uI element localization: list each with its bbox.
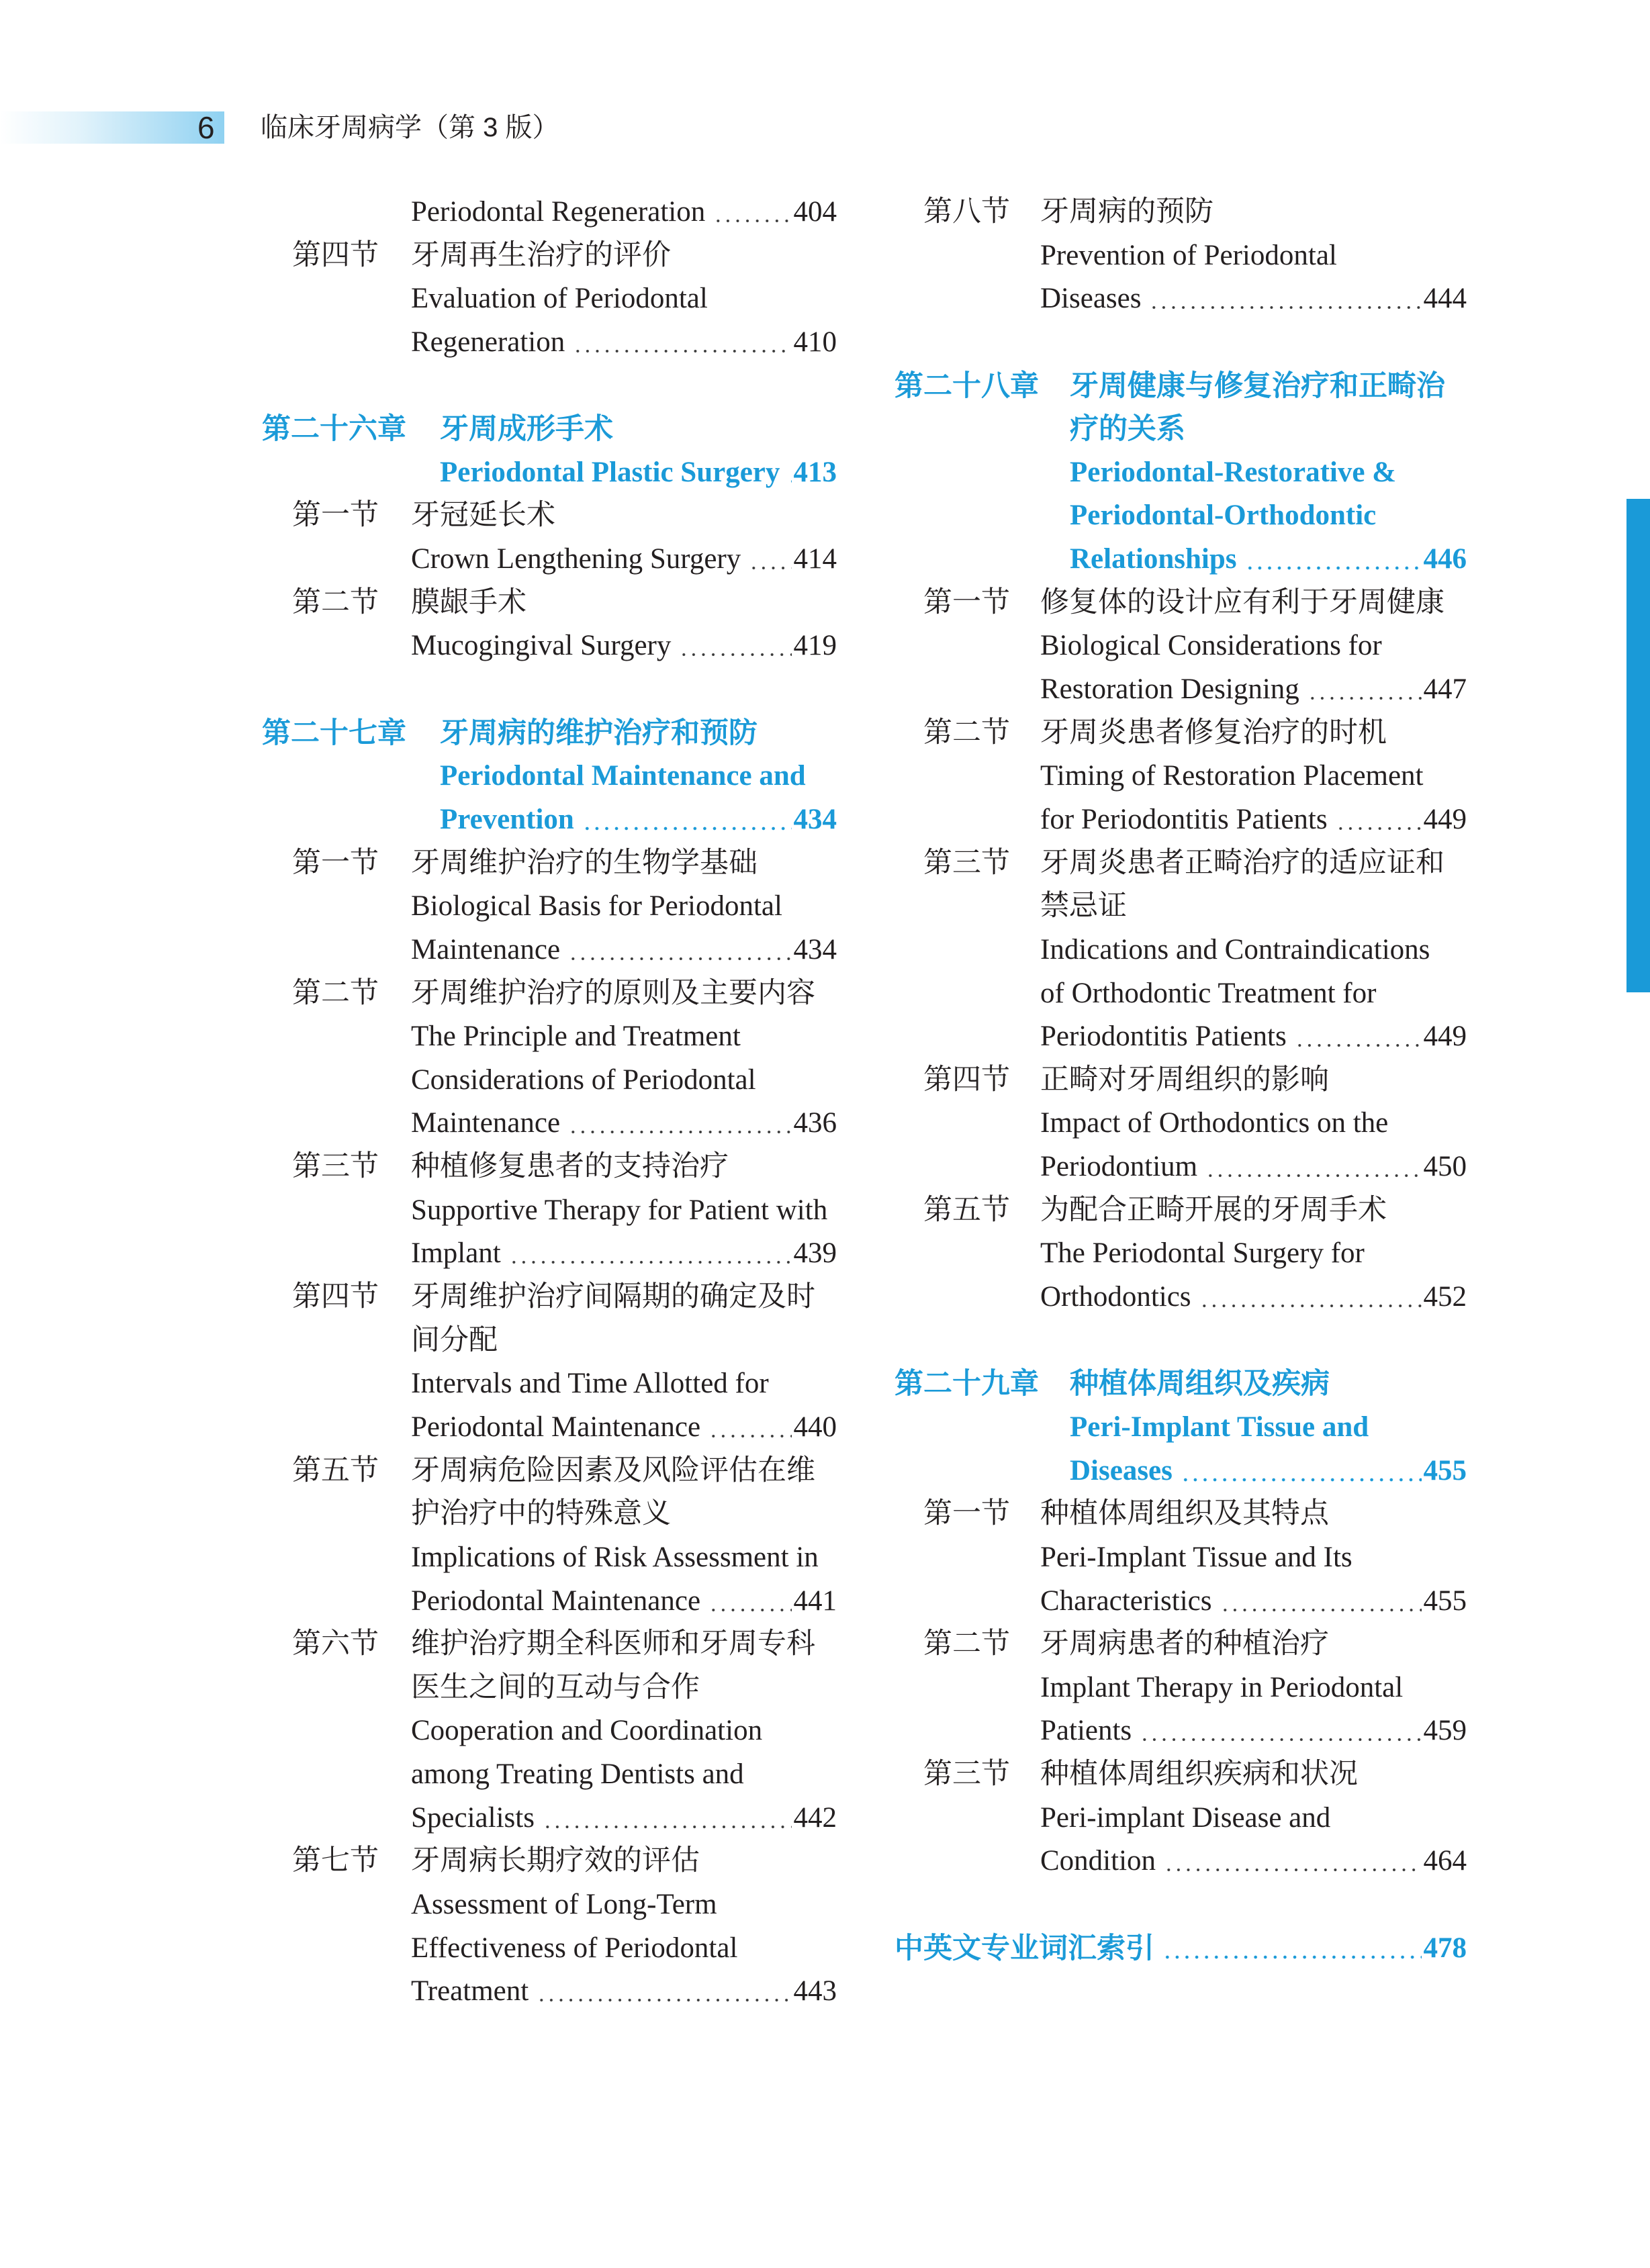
toc-entry-text: Orthodontics — [1040, 1281, 1191, 1313]
dot-leader — [708, 1580, 791, 1623]
toc-section-title: 维护治疗期全科医师和牙周专科 — [411, 1628, 815, 1660]
toc-row — [895, 842, 1467, 886]
toc-section-title: 为配合正畸开展的牙周手术 — [1040, 1194, 1387, 1226]
toc-section-label: 第四节 — [292, 239, 379, 271]
toc-row — [895, 451, 1467, 495]
toc-chapter-title-en: Relationships — [1070, 543, 1237, 575]
toc-right-column — [895, 191, 1467, 1970]
toc-chapter-entry — [440, 451, 837, 495]
dot-leader — [1245, 538, 1422, 581]
dot-leader — [1164, 1840, 1421, 1883]
toc-entry-text: Maintenance — [411, 1107, 561, 1139]
toc-section-title: 种植修复患者的支持治疗 — [411, 1151, 729, 1183]
toc-chapter-title-cont: 疗的关系 — [1070, 413, 1185, 446]
toc-section-label: 第一节 — [923, 586, 1010, 618]
dot-leader — [788, 451, 791, 495]
dot-leader — [1149, 277, 1421, 321]
toc-entry — [1040, 1145, 1467, 1189]
toc-section-title-cont: 间分配 — [411, 1324, 498, 1356]
toc-row — [262, 1232, 837, 1276]
toc-row — [262, 1753, 837, 1797]
toc-row — [262, 929, 837, 972]
toc-row — [262, 1276, 837, 1319]
toc-section-title: 牙周病危险因素及风险评估在维 — [411, 1454, 815, 1486]
toc-entry — [411, 929, 837, 972]
toc-chapter-title-en: Periodontal Maintenance and — [440, 760, 806, 792]
toc-row — [895, 798, 1467, 842]
toc-section-label: 第四节 — [923, 1064, 1010, 1096]
toc-row — [262, 1059, 837, 1102]
toc-left-column — [262, 191, 837, 2014]
toc-row — [895, 1493, 1467, 1536]
toc-entry — [1040, 1709, 1467, 1753]
toc-entry — [411, 321, 837, 365]
toc-entry-text: Periodontal Maintenance — [411, 1411, 701, 1443]
toc-section-title: 种植体周组织疾病和状况 — [1040, 1758, 1358, 1791]
toc-row — [262, 234, 837, 278]
toc-chapter-title: 牙周健康与修复治疗和正畸治 — [1070, 369, 1445, 402]
toc-row — [262, 451, 837, 495]
toc-entry-text: The Periodontal Surgery for — [1040, 1237, 1365, 1270]
toc-chapter-entry — [1070, 1450, 1467, 1493]
toc-page-number: 450 — [1423, 1151, 1467, 1183]
toc-entry-text: Periodontal Maintenance — [411, 1585, 701, 1617]
toc-row — [895, 1015, 1467, 1059]
toc-page-number: 478 — [1423, 1932, 1467, 1964]
toc-entry-text: Assessment of Long-Term — [411, 1888, 717, 1920]
toc-row — [262, 191, 837, 234]
toc-chapter-entry — [440, 798, 837, 842]
toc-row — [895, 365, 1467, 408]
toc-page-number: 455 — [1423, 1585, 1467, 1617]
toc-row — [262, 755, 837, 798]
toc-entry — [411, 1232, 837, 1276]
toc-row — [262, 1450, 837, 1493]
dot-leader — [573, 321, 791, 365]
toc-page-number: 459 — [1423, 1715, 1467, 1747]
toc-entry-text: Condition — [1040, 1845, 1156, 1877]
toc-section-title-cont: 医生之间的互动与合作 — [411, 1671, 700, 1703]
toc-entry — [411, 1797, 837, 1840]
toc-section-label: 第一节 — [923, 1498, 1010, 1530]
toc-entry — [411, 1970, 837, 2014]
toc-section-title: 修复体的设计应有利于牙周健康 — [1040, 586, 1445, 618]
toc-row — [895, 1059, 1467, 1102]
toc-section-title-cont: 禁忌证 — [1040, 890, 1127, 923]
toc-row — [262, 277, 837, 321]
toc-chapter-label: 第二十六章 — [262, 413, 406, 446]
toc-row — [895, 712, 1467, 755]
toc-entry-text: Periodontium — [1040, 1151, 1198, 1183]
toc-entry-text: Prevention of Periodontal — [1040, 239, 1337, 271]
toc-page-number: 443 — [793, 1975, 837, 2007]
toc-row — [895, 1753, 1467, 1797]
toc-row — [262, 581, 837, 625]
toc-row — [895, 191, 1467, 234]
toc-page-number: 441 — [793, 1585, 837, 1617]
toc-page-number: 419 — [793, 630, 837, 662]
toc-entry — [411, 191, 837, 234]
toc-entry-text: Peri-Implant Tissue and Its — [1040, 1541, 1353, 1573]
toc-chapter-entry — [1070, 538, 1467, 581]
running-book-title: 临床牙周病学（第 3 版） — [261, 113, 559, 142]
toc-entry-text: Cooperation and Coordination — [411, 1715, 763, 1747]
toc-entry — [411, 1580, 837, 1623]
toc-entry-text: Peri-implant Disease and — [1040, 1801, 1331, 1834]
toc-section-label: 第七节 — [292, 1845, 379, 1877]
toc-entry-text: Supportive Therapy for Patient with — [411, 1194, 828, 1226]
toc-row — [895, 624, 1467, 668]
toc-entry-text: for Periodontitis Patients — [1040, 803, 1328, 835]
toc-row — [895, 1450, 1467, 1493]
dot-leader — [568, 929, 791, 972]
toc-chapter-label: 第二十八章 — [895, 369, 1039, 402]
toc-entry-text: Diseases — [1040, 283, 1142, 315]
toc-entry — [411, 1406, 837, 1450]
toc-entry-text: Effectiveness of Periodontal — [411, 1932, 738, 1964]
toc-row — [262, 1102, 837, 1145]
toc-section-title-cont: 护治疗中的特殊意义 — [411, 1498, 671, 1530]
toc-row — [895, 538, 1467, 581]
toc-entry-text: Maintenance — [411, 933, 561, 965]
dot-leader — [1199, 1276, 1422, 1319]
toc-section-title: 牙周炎患者正畸治疗的适应证和 — [1040, 847, 1445, 879]
toc-row — [262, 1970, 837, 2014]
toc-chapter-title-en: Diseases — [1070, 1454, 1173, 1486]
toc-section-title: 牙周病长期疗效的评估 — [411, 1845, 700, 1877]
toc-row — [895, 277, 1467, 321]
toc-spacer — [895, 1883, 1467, 1927]
toc-section-title: 牙周病患者的种植治疗 — [1040, 1628, 1329, 1660]
toc-page-number: 449 — [1423, 1021, 1467, 1053]
toc-row — [262, 798, 837, 842]
toc-entry-text: Periodontal Regeneration — [411, 196, 706, 228]
toc-index-entry — [895, 1927, 1467, 1971]
header-gradient-bar — [0, 111, 224, 144]
toc-chapter-title-en: Periodontal-Orthodontic — [1070, 500, 1377, 532]
toc-entry-text: Specialists — [411, 1801, 535, 1834]
toc-entry — [411, 1102, 837, 1145]
toc-row — [262, 1536, 837, 1580]
toc-row — [262, 1493, 837, 1536]
toc-page-number: 440 — [793, 1411, 837, 1443]
toc-section-title: 正畸对牙周组织的影响 — [1040, 1064, 1329, 1096]
toc-entry-text: Indications and Contraindications — [1040, 933, 1430, 965]
toc-entry — [1040, 1580, 1467, 1623]
toc-page-number: 439 — [793, 1237, 837, 1270]
dot-leader — [1220, 1580, 1422, 1623]
toc-row — [262, 712, 837, 755]
toc-chapter-title: 牙周病的维护治疗和预防 — [440, 716, 758, 749]
toc-row — [262, 1797, 837, 1840]
toc-chapter-title: 牙周成形手术 — [440, 413, 613, 446]
toc-row — [262, 624, 837, 668]
toc-section-label: 第二节 — [292, 977, 379, 1009]
toc-row — [262, 494, 837, 538]
toc-entry-text: Biological Considerations for — [1040, 630, 1382, 662]
toc-row — [895, 1927, 1467, 1971]
toc-page-number: 410 — [793, 326, 837, 358]
toc-chapter-title-en: Periodontal-Restorative & — [1070, 456, 1396, 488]
toc-entry-text: Impact of Orthodontics on the — [1040, 1107, 1389, 1139]
toc-entry-text: Treatment — [411, 1975, 529, 2007]
toc-chapter-label: 第二十九章 — [895, 1368, 1039, 1401]
toc-section-title: 牙周维护治疗的生物学基础 — [411, 847, 758, 879]
toc-section-label: 第三节 — [292, 1151, 379, 1183]
toc-section-label: 第三节 — [923, 847, 1010, 879]
toc-entry-text: Crown Lengthening Surgery — [411, 543, 741, 575]
toc-row — [895, 755, 1467, 798]
toc-row — [262, 1883, 837, 1927]
dot-leader — [1308, 668, 1422, 712]
toc-section-label: 第二节 — [923, 716, 1010, 749]
toc-page-number: 414 — [793, 543, 837, 575]
dot-leader — [1295, 1015, 1422, 1059]
toc-entry-text: Evaluation of Periodontal — [411, 283, 708, 315]
toc-section-label: 第四节 — [292, 1281, 379, 1313]
toc-row — [262, 321, 837, 365]
toc-section-label: 第二节 — [923, 1628, 1010, 1660]
toc-entry — [1040, 1276, 1467, 1319]
toc-page-number: 447 — [1423, 673, 1467, 706]
toc-section-title: 牙周维护治疗间隔期的确定及时 — [411, 1281, 815, 1313]
toc-entry — [1040, 668, 1467, 712]
toc-row — [895, 1145, 1467, 1189]
toc-section-label: 第三节 — [923, 1758, 1010, 1791]
dot-leader — [537, 1970, 791, 2014]
toc-row — [895, 1232, 1467, 1276]
toc-chapter-title-en: Prevention — [440, 803, 574, 835]
toc-row — [262, 408, 837, 451]
toc-row — [895, 1623, 1467, 1666]
dot-leader — [1140, 1709, 1421, 1753]
toc-page-number: 452 — [1423, 1281, 1467, 1313]
toc-chapter-label: 第二十七章 — [262, 716, 406, 749]
toc-entry-text: Periodontitis Patients — [1040, 1021, 1287, 1053]
toc-row — [895, 1536, 1467, 1580]
toc-page-number: 449 — [1423, 803, 1467, 835]
toc-entry-text: Patients — [1040, 1715, 1132, 1747]
toc-entry-text: Implications of Risk Assessment in — [411, 1541, 819, 1573]
toc-page-number: 434 — [793, 933, 837, 965]
toc-section-title: 牙周维护治疗的原则及主要内容 — [411, 977, 815, 1009]
toc-entry-text: Restoration Designing — [1040, 673, 1299, 706]
toc-chapter-title-en: Periodontal Plastic Surgery — [440, 456, 780, 488]
toc-row — [262, 972, 837, 1016]
toc-row — [262, 1406, 837, 1450]
toc-section-title: 牙周病的预防 — [1040, 196, 1213, 228]
toc-row — [262, 1362, 837, 1406]
toc-row — [895, 1102, 1467, 1145]
toc-row — [895, 1709, 1467, 1753]
toc-entry-text: Implant Therapy in Periodontal — [1040, 1671, 1404, 1703]
dot-leader — [713, 191, 791, 234]
toc-row — [262, 1709, 837, 1753]
toc-row — [895, 408, 1467, 451]
toc-spacer — [262, 668, 837, 712]
dot-leader — [1162, 1927, 1422, 1971]
toc-spacer — [895, 321, 1467, 365]
toc-row — [262, 1015, 837, 1059]
toc-row — [262, 842, 837, 886]
toc-section-title: 牙周炎患者修复治疗的时机 — [1040, 716, 1387, 749]
toc-page-number: 446 — [1423, 543, 1467, 575]
toc-page-number: 404 — [793, 196, 837, 228]
toc-chapter-title: 种植体周组织及疾病 — [1070, 1368, 1330, 1401]
toc-entry-text: among Treating Dentists and — [411, 1758, 744, 1791]
toc-entry-text: Characteristics — [1040, 1585, 1212, 1617]
toc-chapter-title-en: Peri-Implant Tissue and — [1070, 1411, 1369, 1443]
dot-leader — [582, 798, 792, 842]
toc-entry-text: Biological Basis for Periodontal — [411, 890, 782, 923]
toc-row — [895, 1406, 1467, 1450]
toc-entry-text: Intervals and Time Allotted for — [411, 1368, 769, 1400]
toc-row — [895, 885, 1467, 929]
toc-row — [895, 581, 1467, 625]
toc-row — [895, 1797, 1467, 1840]
toc-row — [895, 1362, 1467, 1406]
toc-row — [895, 1840, 1467, 1883]
toc-row — [895, 1276, 1467, 1319]
toc-entry-text: of Orthodontic Treatment for — [1040, 977, 1377, 1009]
toc-entry — [1040, 798, 1467, 842]
toc-page-number: 444 — [1423, 283, 1467, 315]
dot-leader — [708, 1406, 791, 1450]
toc-page-number: 455 — [1423, 1454, 1467, 1486]
toc-page-number: 436 — [793, 1107, 837, 1139]
toc-entry-text: The Principle and Treatment — [411, 1021, 741, 1053]
toc-section-label: 第五节 — [923, 1194, 1010, 1226]
page-number: 6 — [197, 110, 215, 145]
toc-page-number: 442 — [793, 1801, 837, 1834]
toc-entry-text: Mucogingival Surgery — [411, 630, 672, 662]
toc-row — [262, 1666, 837, 1710]
dot-leader — [1181, 1450, 1422, 1493]
dot-leader — [1205, 1145, 1421, 1189]
toc-entry-text: Timing of Restoration Placement — [1040, 760, 1424, 792]
toc-row — [895, 234, 1467, 278]
toc-entry — [1040, 277, 1467, 321]
dot-leader — [568, 1102, 791, 1145]
toc-section-label: 第六节 — [292, 1628, 379, 1660]
toc-row — [895, 1189, 1467, 1233]
toc-row — [895, 972, 1467, 1016]
toc-row — [262, 1319, 837, 1363]
toc-row — [262, 1189, 837, 1233]
toc-row — [895, 929, 1467, 972]
toc-entry — [1040, 1840, 1467, 1883]
toc-entry-text: Regeneration — [411, 326, 565, 358]
toc-row — [262, 1927, 837, 1971]
toc-entry-text: Implant — [411, 1237, 501, 1270]
dot-leader — [679, 624, 791, 668]
toc-row — [262, 1840, 837, 1883]
toc-row — [895, 494, 1467, 538]
toc-row — [895, 1666, 1467, 1710]
toc-section-title: 种植体周组织及其特点 — [1040, 1498, 1329, 1530]
side-thumb-tab — [1626, 499, 1650, 992]
toc-row — [262, 885, 837, 929]
dot-leader — [543, 1797, 792, 1840]
toc-row — [262, 538, 837, 581]
toc-section-label: 第八节 — [923, 196, 1010, 228]
toc-entry — [411, 624, 837, 668]
toc-section-title: 膜龈手术 — [411, 586, 526, 618]
toc-spacer — [262, 365, 837, 408]
toc-row — [895, 668, 1467, 712]
toc-entry — [411, 538, 837, 581]
toc-section-title: 牙周再生治疗的评价 — [411, 239, 671, 271]
toc-row — [262, 1580, 837, 1623]
toc-entry — [1040, 1015, 1467, 1059]
dot-leader — [1336, 798, 1422, 842]
toc-row — [262, 1145, 837, 1189]
toc-section-label: 第一节 — [292, 847, 379, 879]
toc-row — [895, 1580, 1467, 1623]
toc-spacer — [895, 1319, 1467, 1363]
toc-page-number: 413 — [793, 456, 837, 488]
toc-section-title: 牙冠延长术 — [411, 500, 555, 532]
toc-row — [262, 1623, 837, 1666]
toc-index-title: 中英文专业词汇索引 — [895, 1932, 1154, 1965]
toc-page-number: 434 — [793, 803, 837, 835]
toc-section-label: 第二节 — [292, 586, 379, 618]
dot-leader — [749, 538, 791, 581]
toc-section-label: 第一节 — [292, 500, 379, 532]
toc-section-label: 第五节 — [292, 1454, 379, 1486]
toc-entry-text: Considerations of Periodontal — [411, 1064, 756, 1096]
dot-leader — [509, 1232, 792, 1276]
toc-page-number: 464 — [1423, 1845, 1467, 1877]
